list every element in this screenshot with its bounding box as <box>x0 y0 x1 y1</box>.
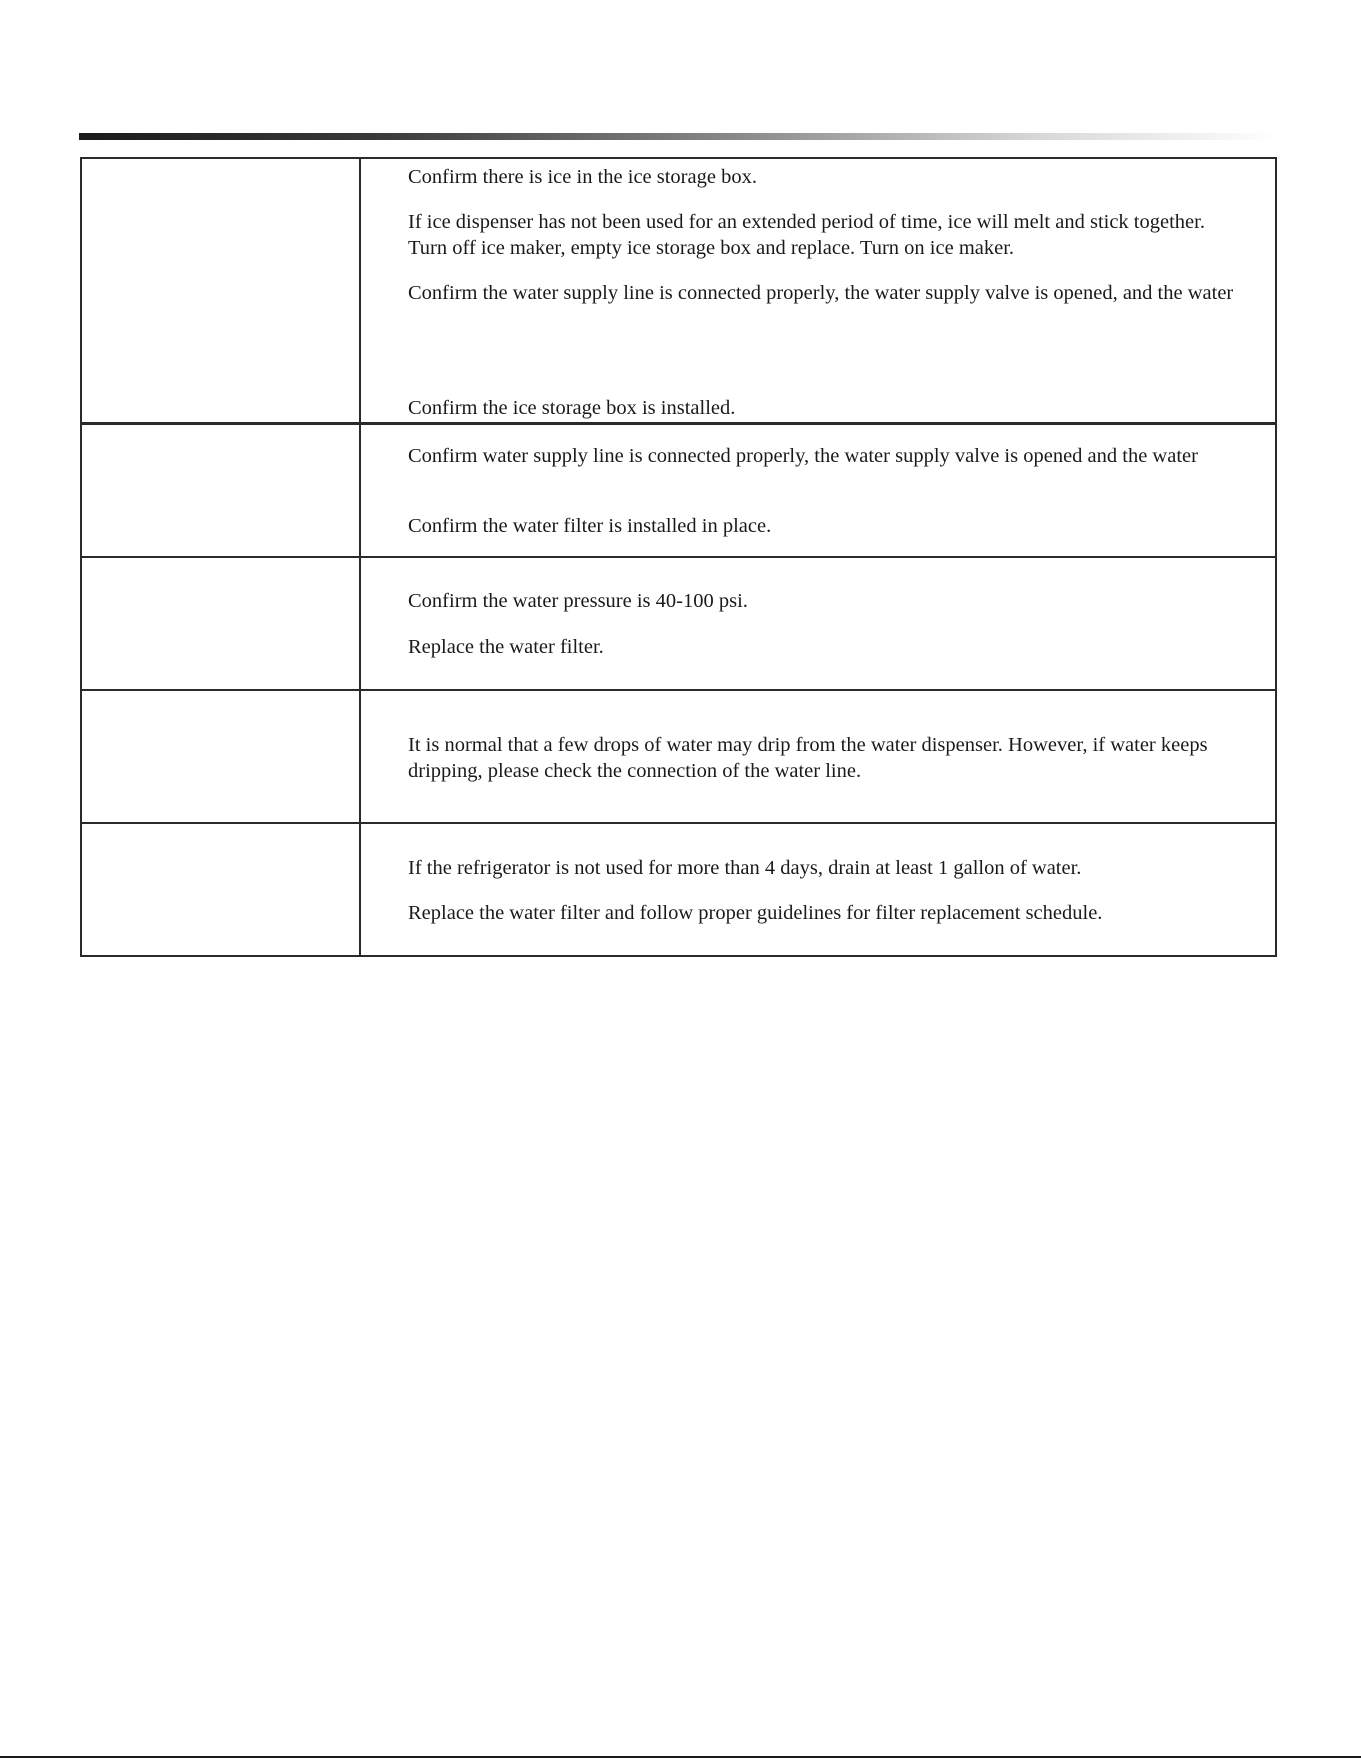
table-row <box>81 158 1276 424</box>
solution-cell <box>360 690 1276 823</box>
table-row <box>81 557 1276 690</box>
solution-text: Confirm the ice storage box is installed. <box>408 397 736 419</box>
problem-cell <box>81 158 360 424</box>
solution-text: If ice dispenser has not been used for an extended period of time, ice will melt and stick together. <box>408 211 1205 233</box>
problem-cell <box>81 557 360 690</box>
problem-cell <box>81 823 360 956</box>
header-rule <box>79 133 1279 140</box>
table-row <box>81 823 1276 956</box>
solution-text: Replace the water filter. <box>408 636 604 658</box>
solution-text: Confirm the water pressure is 40-100 psi. <box>408 590 748 612</box>
solution-cell <box>360 557 1276 690</box>
solution-text: Confirm the water supply line is connected properly, the water supply valve is opened, and the water <box>408 282 1234 304</box>
table-row <box>81 690 1276 823</box>
troubleshooting-table <box>80 157 1277 957</box>
solution-text: If the refrigerator is not used for more than 4 days, drain at least 1 gallon of water. <box>408 857 1082 879</box>
solution-cell <box>360 158 1276 424</box>
solution-text: Turn off ice maker, empty ice storage box and replace. Turn on ice maker. <box>408 237 1015 259</box>
solution-text: Confirm the water filter is installed in place. <box>408 515 772 537</box>
problem-cell <box>81 690 360 823</box>
solution-text: It is normal that a few drops of water may drip from the water dispenser. However, if water keeps <box>408 734 1208 756</box>
problem-cell <box>81 424 360 558</box>
solution-cell <box>360 424 1276 558</box>
solution-text: dripping, please check the connection of the water line. <box>408 760 862 782</box>
solution-cell <box>360 823 1276 956</box>
table-row <box>81 424 1276 558</box>
footer-rule <box>0 1756 1361 1758</box>
solution-text: Confirm water supply line is connected properly, the water supply valve is opened and the water <box>408 445 1198 467</box>
solution-text: Confirm there is ice in the ice storage box. <box>408 166 757 188</box>
solution-text: Replace the water filter and follow proper guidelines for filter replacement schedule. <box>408 902 1103 924</box>
